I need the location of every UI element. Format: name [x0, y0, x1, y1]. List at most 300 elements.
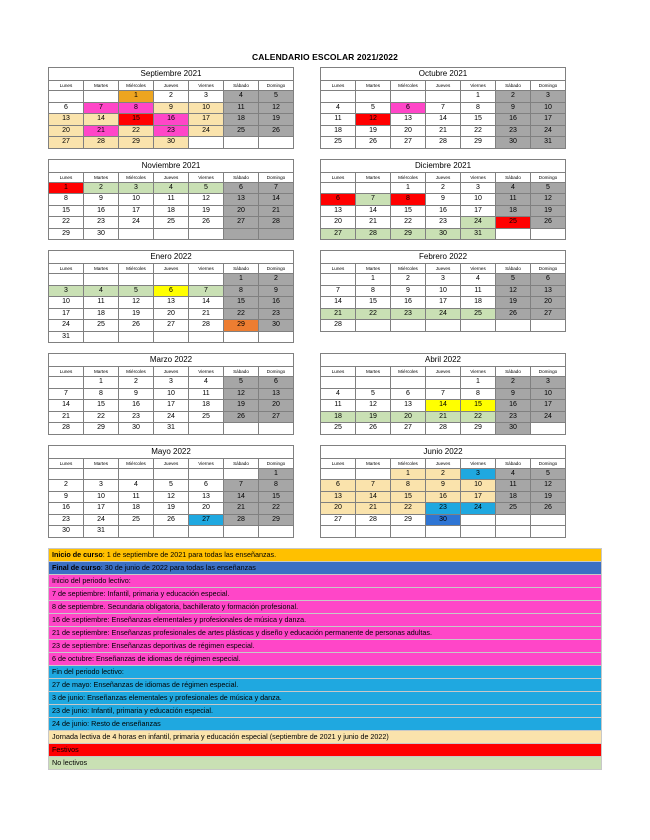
day-cell[interactable]: 12 — [531, 194, 566, 206]
day-cell[interactable]: 14 — [84, 114, 119, 126]
day-cell[interactable] — [84, 468, 119, 480]
day-cell[interactable]: 30 — [154, 137, 189, 149]
day-cell[interactable]: 9 — [426, 194, 461, 206]
day-cell[interactable]: 20 — [224, 205, 259, 217]
day-cell[interactable]: 9 — [426, 480, 461, 492]
day-cell[interactable]: 26 — [531, 217, 566, 229]
day-cell[interactable]: 2 — [49, 480, 84, 492]
day-cell[interactable] — [321, 274, 356, 286]
day-cell[interactable]: 7 — [356, 480, 391, 492]
day-cell[interactable]: 6 — [259, 377, 294, 389]
day-cell[interactable]: 28 — [189, 320, 224, 332]
day-cell[interactable]: 17 — [461, 491, 496, 503]
day-cell[interactable] — [119, 331, 154, 343]
day-cell[interactable]: 14 — [259, 194, 294, 206]
day-cell[interactable]: 16 — [119, 400, 154, 412]
day-cell[interactable]: 21 — [426, 125, 461, 137]
day-cell[interactable]: 20 — [321, 503, 356, 515]
day-cell[interactable]: 25 — [189, 411, 224, 423]
day-cell[interactable]: 16 — [426, 491, 461, 503]
day-cell[interactable]: 31 — [531, 137, 566, 149]
day-cell[interactable]: 21 — [356, 503, 391, 515]
day-cell[interactable]: 1 — [224, 274, 259, 286]
day-cell[interactable] — [461, 526, 496, 538]
day-cell[interactable]: 19 — [356, 125, 391, 137]
day-cell[interactable]: 6 — [224, 182, 259, 194]
day-cell[interactable]: 14 — [49, 400, 84, 412]
day-cell[interactable]: 19 — [224, 400, 259, 412]
day-cell[interactable]: 20 — [259, 400, 294, 412]
day-cell[interactable] — [224, 331, 259, 343]
day-cell[interactable]: 10 — [531, 388, 566, 400]
day-cell[interactable] — [356, 377, 391, 389]
day-cell[interactable]: 26 — [224, 411, 259, 423]
day-cell[interactable] — [119, 274, 154, 286]
day-cell[interactable] — [321, 526, 356, 538]
day-cell[interactable]: 4 — [496, 468, 531, 480]
day-cell[interactable] — [426, 320, 461, 332]
day-cell[interactable]: 22 — [391, 217, 426, 229]
day-cell[interactable] — [426, 91, 461, 103]
day-cell[interactable]: 12 — [189, 194, 224, 206]
day-cell[interactable] — [391, 526, 426, 538]
day-cell[interactable]: 1 — [461, 91, 496, 103]
day-cell[interactable] — [461, 320, 496, 332]
day-cell[interactable]: 2 — [119, 377, 154, 389]
day-cell[interactable]: 3 — [531, 91, 566, 103]
day-cell[interactable]: 22 — [461, 125, 496, 137]
day-cell[interactable]: 22 — [224, 308, 259, 320]
day-cell[interactable]: 16 — [496, 400, 531, 412]
day-cell[interactable]: 29 — [461, 137, 496, 149]
day-cell[interactable]: 4 — [84, 285, 119, 297]
day-cell[interactable]: 4 — [321, 102, 356, 114]
day-cell[interactable]: 24 — [189, 125, 224, 137]
day-cell[interactable] — [259, 331, 294, 343]
day-cell[interactable]: 2 — [496, 91, 531, 103]
day-cell[interactable]: 13 — [49, 114, 84, 126]
day-cell[interactable]: 25 — [154, 217, 189, 229]
day-cell[interactable] — [426, 526, 461, 538]
day-cell[interactable]: 15 — [259, 491, 294, 503]
day-cell[interactable] — [189, 228, 224, 240]
day-cell[interactable]: 8 — [391, 194, 426, 206]
day-cell[interactable] — [259, 526, 294, 538]
day-cell[interactable] — [84, 331, 119, 343]
day-cell[interactable] — [154, 331, 189, 343]
day-cell[interactable]: 27 — [259, 411, 294, 423]
day-cell[interactable]: 14 — [356, 491, 391, 503]
day-cell[interactable]: 1 — [259, 468, 294, 480]
day-cell[interactable]: 24 — [119, 217, 154, 229]
day-cell[interactable]: 29 — [461, 423, 496, 435]
day-cell[interactable] — [496, 320, 531, 332]
day-cell[interactable] — [189, 274, 224, 286]
day-cell[interactable]: 26 — [531, 503, 566, 515]
day-cell[interactable]: 17 — [189, 114, 224, 126]
day-cell[interactable]: 7 — [321, 285, 356, 297]
day-cell[interactable]: 7 — [224, 480, 259, 492]
day-cell[interactable]: 27 — [391, 137, 426, 149]
day-cell[interactable]: 3 — [189, 91, 224, 103]
day-cell[interactable]: 10 — [154, 388, 189, 400]
day-cell[interactable]: 10 — [461, 194, 496, 206]
day-cell[interactable]: 23 — [496, 411, 531, 423]
day-cell[interactable]: 29 — [224, 320, 259, 332]
day-cell[interactable]: 14 — [356, 205, 391, 217]
day-cell[interactable]: 26 — [356, 137, 391, 149]
day-cell[interactable]: 21 — [189, 308, 224, 320]
day-cell[interactable]: 11 — [189, 388, 224, 400]
day-cell[interactable] — [224, 137, 259, 149]
day-cell[interactable]: 2 — [259, 274, 294, 286]
day-cell[interactable]: 22 — [391, 503, 426, 515]
day-cell[interactable]: 23 — [426, 217, 461, 229]
day-cell[interactable]: 17 — [84, 503, 119, 515]
day-cell[interactable]: 21 — [224, 503, 259, 515]
day-cell[interactable]: 21 — [426, 411, 461, 423]
day-cell[interactable] — [531, 320, 566, 332]
day-cell[interactable]: 30 — [119, 423, 154, 435]
day-cell[interactable] — [391, 377, 426, 389]
day-cell[interactable]: 9 — [84, 194, 119, 206]
day-cell[interactable]: 18 — [496, 491, 531, 503]
day-cell[interactable]: 28 — [84, 137, 119, 149]
day-cell[interactable]: 25 — [496, 503, 531, 515]
day-cell[interactable]: 2 — [426, 468, 461, 480]
day-cell[interactable]: 27 — [321, 514, 356, 526]
day-cell[interactable]: 12 — [259, 102, 294, 114]
day-cell[interactable] — [224, 423, 259, 435]
day-cell[interactable]: 12 — [531, 480, 566, 492]
day-cell[interactable]: 14 — [189, 297, 224, 309]
day-cell[interactable]: 8 — [356, 285, 391, 297]
day-cell[interactable]: 28 — [356, 228, 391, 240]
day-cell[interactable]: 27 — [189, 514, 224, 526]
day-cell[interactable]: 22 — [461, 411, 496, 423]
day-cell[interactable]: 25 — [461, 308, 496, 320]
day-cell[interactable] — [189, 331, 224, 343]
day-cell[interactable] — [531, 514, 566, 526]
day-cell[interactable]: 3 — [49, 285, 84, 297]
day-cell[interactable]: 13 — [391, 400, 426, 412]
day-cell[interactable]: 4 — [119, 480, 154, 492]
day-cell[interactable]: 11 — [496, 194, 531, 206]
day-cell[interactable]: 11 — [461, 285, 496, 297]
day-cell[interactable]: 10 — [189, 102, 224, 114]
day-cell[interactable]: 19 — [259, 114, 294, 126]
day-cell[interactable]: 11 — [321, 400, 356, 412]
day-cell[interactable]: 19 — [356, 411, 391, 423]
day-cell[interactable] — [119, 468, 154, 480]
day-cell[interactable] — [321, 91, 356, 103]
day-cell[interactable]: 21 — [84, 125, 119, 137]
day-cell[interactable]: 9 — [496, 102, 531, 114]
day-cell[interactable] — [426, 377, 461, 389]
day-cell[interactable]: 8 — [391, 480, 426, 492]
day-cell[interactable]: 1 — [119, 91, 154, 103]
day-cell[interactable]: 26 — [119, 320, 154, 332]
day-cell[interactable]: 15 — [391, 205, 426, 217]
day-cell[interactable]: 28 — [356, 514, 391, 526]
day-cell[interactable]: 17 — [531, 114, 566, 126]
day-cell[interactable]: 12 — [356, 400, 391, 412]
day-cell[interactable] — [119, 228, 154, 240]
day-cell[interactable]: 8 — [49, 194, 84, 206]
day-cell[interactable]: 2 — [426, 182, 461, 194]
day-cell[interactable] — [189, 137, 224, 149]
day-cell[interactable]: 25 — [224, 125, 259, 137]
day-cell[interactable]: 20 — [391, 125, 426, 137]
day-cell[interactable]: 24 — [531, 125, 566, 137]
day-cell[interactable]: 27 — [49, 137, 84, 149]
day-cell[interactable]: 14 — [426, 400, 461, 412]
day-cell[interactable]: 19 — [119, 308, 154, 320]
day-cell[interactable]: 16 — [426, 205, 461, 217]
day-cell[interactable]: 11 — [154, 194, 189, 206]
day-cell[interactable]: 24 — [531, 411, 566, 423]
day-cell[interactable]: 2 — [391, 274, 426, 286]
day-cell[interactable]: 2 — [84, 182, 119, 194]
day-cell[interactable]: 2 — [154, 91, 189, 103]
day-cell[interactable]: 7 — [49, 388, 84, 400]
day-cell[interactable]: 13 — [391, 114, 426, 126]
day-cell[interactable] — [154, 526, 189, 538]
day-cell[interactable]: 13 — [321, 491, 356, 503]
day-cell[interactable]: 5 — [356, 102, 391, 114]
day-cell[interactable]: 29 — [391, 514, 426, 526]
day-cell[interactable]: 5 — [224, 377, 259, 389]
day-cell[interactable]: 24 — [426, 308, 461, 320]
day-cell[interactable]: 4 — [321, 388, 356, 400]
day-cell[interactable]: 1 — [391, 182, 426, 194]
day-cell[interactable]: 25 — [84, 320, 119, 332]
day-cell[interactable] — [224, 468, 259, 480]
day-cell[interactable]: 28 — [426, 137, 461, 149]
day-cell[interactable]: 28 — [321, 320, 356, 332]
day-cell[interactable]: 5 — [189, 182, 224, 194]
day-cell[interactable] — [119, 526, 154, 538]
day-cell[interactable]: 14 — [426, 114, 461, 126]
day-cell[interactable] — [259, 423, 294, 435]
day-cell[interactable] — [49, 274, 84, 286]
day-cell[interactable]: 6 — [531, 274, 566, 286]
day-cell[interactable]: 25 — [496, 217, 531, 229]
day-cell[interactable]: 26 — [189, 217, 224, 229]
day-cell[interactable]: 15 — [49, 205, 84, 217]
day-cell[interactable] — [321, 468, 356, 480]
day-cell[interactable]: 23 — [84, 217, 119, 229]
day-cell[interactable]: 17 — [531, 400, 566, 412]
day-cell[interactable]: 10 — [84, 491, 119, 503]
day-cell[interactable]: 17 — [119, 205, 154, 217]
day-cell[interactable]: 20 — [189, 503, 224, 515]
day-cell[interactable]: 22 — [259, 503, 294, 515]
day-cell[interactable]: 23 — [496, 125, 531, 137]
day-cell[interactable]: 26 — [356, 423, 391, 435]
day-cell[interactable]: 17 — [461, 205, 496, 217]
day-cell[interactable]: 11 — [496, 480, 531, 492]
day-cell[interactable]: 22 — [356, 308, 391, 320]
day-cell[interactable] — [224, 228, 259, 240]
day-cell[interactable]: 27 — [391, 423, 426, 435]
day-cell[interactable]: 16 — [49, 503, 84, 515]
day-cell[interactable]: 30 — [259, 320, 294, 332]
day-cell[interactable] — [154, 228, 189, 240]
day-cell[interactable] — [154, 468, 189, 480]
day-cell[interactable]: 5 — [119, 285, 154, 297]
day-cell[interactable]: 9 — [119, 388, 154, 400]
day-cell[interactable]: 21 — [49, 411, 84, 423]
day-cell[interactable]: 13 — [189, 491, 224, 503]
day-cell[interactable] — [356, 468, 391, 480]
day-cell[interactable]: 1 — [49, 182, 84, 194]
day-cell[interactable]: 23 — [154, 125, 189, 137]
day-cell[interactable]: 16 — [84, 205, 119, 217]
day-cell[interactable]: 3 — [461, 182, 496, 194]
day-cell[interactable] — [496, 228, 531, 240]
day-cell[interactable]: 19 — [189, 205, 224, 217]
day-cell[interactable]: 18 — [496, 205, 531, 217]
day-cell[interactable]: 25 — [119, 514, 154, 526]
day-cell[interactable]: 30 — [426, 228, 461, 240]
day-cell[interactable]: 22 — [49, 217, 84, 229]
day-cell[interactable]: 18 — [224, 114, 259, 126]
day-cell[interactable]: 7 — [259, 182, 294, 194]
day-cell[interactable]: 29 — [84, 423, 119, 435]
day-cell[interactable]: 7 — [426, 102, 461, 114]
day-cell[interactable]: 8 — [461, 388, 496, 400]
day-cell[interactable]: 13 — [531, 285, 566, 297]
day-cell[interactable]: 12 — [154, 491, 189, 503]
day-cell[interactable]: 8 — [259, 480, 294, 492]
day-cell[interactable]: 18 — [461, 297, 496, 309]
day-cell[interactable]: 30 — [496, 137, 531, 149]
day-cell[interactable]: 31 — [49, 331, 84, 343]
day-cell[interactable]: 3 — [461, 468, 496, 480]
day-cell[interactable]: 5 — [531, 182, 566, 194]
day-cell[interactable]: 30 — [426, 514, 461, 526]
day-cell[interactable]: 4 — [189, 377, 224, 389]
day-cell[interactable] — [496, 514, 531, 526]
day-cell[interactable]: 24 — [461, 217, 496, 229]
day-cell[interactable]: 24 — [84, 514, 119, 526]
day-cell[interactable]: 7 — [84, 102, 119, 114]
day-cell[interactable]: 13 — [259, 388, 294, 400]
day-cell[interactable]: 5 — [356, 388, 391, 400]
day-cell[interactable]: 9 — [49, 491, 84, 503]
day-cell[interactable]: 6 — [391, 102, 426, 114]
day-cell[interactable]: 3 — [154, 377, 189, 389]
day-cell[interactable]: 6 — [154, 285, 189, 297]
day-cell[interactable]: 7 — [426, 388, 461, 400]
day-cell[interactable]: 29 — [391, 228, 426, 240]
day-cell[interactable]: 15 — [119, 114, 154, 126]
day-cell[interactable]: 18 — [84, 308, 119, 320]
day-cell[interactable]: 1 — [461, 377, 496, 389]
day-cell[interactable] — [49, 377, 84, 389]
day-cell[interactable]: 16 — [259, 297, 294, 309]
day-cell[interactable]: 4 — [154, 182, 189, 194]
day-cell[interactable]: 5 — [496, 274, 531, 286]
day-cell[interactable]: 4 — [461, 274, 496, 286]
day-cell[interactable] — [154, 274, 189, 286]
day-cell[interactable] — [321, 182, 356, 194]
day-cell[interactable]: 8 — [224, 285, 259, 297]
day-cell[interactable] — [224, 526, 259, 538]
day-cell[interactable] — [531, 423, 566, 435]
day-cell[interactable]: 17 — [154, 400, 189, 412]
day-cell[interactable]: 31 — [154, 423, 189, 435]
day-cell[interactable]: 9 — [391, 285, 426, 297]
day-cell[interactable]: 12 — [224, 388, 259, 400]
day-cell[interactable] — [49, 468, 84, 480]
day-cell[interactable] — [391, 320, 426, 332]
day-cell[interactable]: 18 — [154, 205, 189, 217]
day-cell[interactable]: 26 — [496, 308, 531, 320]
day-cell[interactable]: 19 — [154, 503, 189, 515]
day-cell[interactable]: 28 — [426, 423, 461, 435]
day-cell[interactable]: 3 — [426, 274, 461, 286]
day-cell[interactable]: 26 — [154, 514, 189, 526]
day-cell[interactable]: 22 — [119, 125, 154, 137]
day-cell[interactable]: 28 — [259, 217, 294, 229]
day-cell[interactable] — [461, 514, 496, 526]
day-cell[interactable]: 7 — [356, 194, 391, 206]
day-cell[interactable] — [391, 91, 426, 103]
day-cell[interactable]: 23 — [259, 308, 294, 320]
day-cell[interactable]: 10 — [461, 480, 496, 492]
day-cell[interactable]: 13 — [321, 205, 356, 217]
day-cell[interactable]: 4 — [496, 182, 531, 194]
day-cell[interactable] — [496, 526, 531, 538]
day-cell[interactable]: 18 — [321, 411, 356, 423]
day-cell[interactable]: 15 — [84, 400, 119, 412]
day-cell[interactable]: 29 — [259, 514, 294, 526]
day-cell[interactable]: 21 — [259, 205, 294, 217]
day-cell[interactable]: 19 — [531, 491, 566, 503]
day-cell[interactable]: 30 — [496, 423, 531, 435]
day-cell[interactable]: 25 — [321, 423, 356, 435]
day-cell[interactable] — [189, 423, 224, 435]
day-cell[interactable]: 9 — [259, 285, 294, 297]
day-cell[interactable]: 27 — [531, 308, 566, 320]
day-cell[interactable]: 10 — [531, 102, 566, 114]
day-cell[interactable]: 17 — [426, 297, 461, 309]
day-cell[interactable]: 30 — [49, 526, 84, 538]
day-cell[interactable]: 20 — [49, 125, 84, 137]
day-cell[interactable] — [189, 526, 224, 538]
day-cell[interactable]: 11 — [84, 297, 119, 309]
day-cell[interactable]: 4 — [224, 91, 259, 103]
day-cell[interactable]: 18 — [189, 400, 224, 412]
day-cell[interactable]: 6 — [321, 194, 356, 206]
day-cell[interactable] — [356, 526, 391, 538]
day-cell[interactable]: 24 — [49, 320, 84, 332]
day-cell[interactable]: 21 — [356, 217, 391, 229]
day-cell[interactable]: 28 — [224, 514, 259, 526]
day-cell[interactable]: 11 — [119, 491, 154, 503]
day-cell[interactable]: 23 — [119, 411, 154, 423]
day-cell[interactable]: 23 — [426, 503, 461, 515]
day-cell[interactable]: 29 — [49, 228, 84, 240]
day-cell[interactable]: 1 — [356, 274, 391, 286]
day-cell[interactable]: 1 — [84, 377, 119, 389]
day-cell[interactable]: 6 — [321, 480, 356, 492]
day-cell[interactable]: 19 — [531, 205, 566, 217]
day-cell[interactable]: 19 — [496, 297, 531, 309]
day-cell[interactable]: 13 — [154, 297, 189, 309]
